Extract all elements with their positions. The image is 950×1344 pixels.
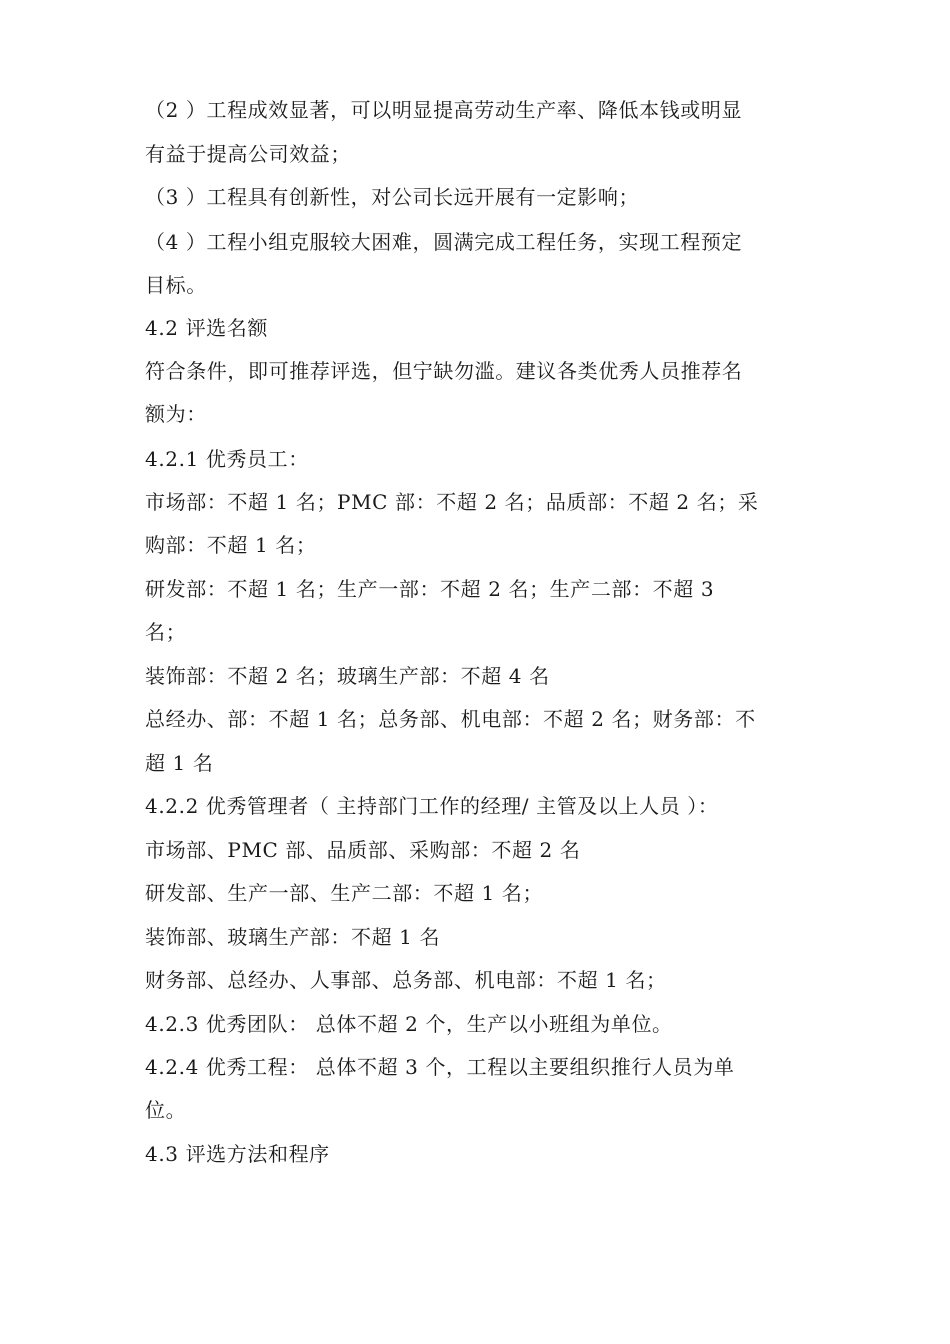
text-line-12: 研发部：不超 1 名；生产一部：不超 2 名；生产二部：不超 3	[145, 577, 715, 601]
section-heading-4-3: 4.3 评选方法和程序	[145, 1142, 330, 1166]
text-line-3: （3 ）工程具有创新性，对公司长远开展有一定影响；	[145, 185, 640, 209]
text-line-2: 有益于提高公司效益；	[145, 142, 351, 166]
text-line-4: （4 ）工程小组克服较大困难，圆满完成工程任务，实现工程预定	[145, 230, 743, 254]
text-line-24: 位。	[145, 1098, 187, 1122]
text-line-20: 装饰部、玻璃生产部：不超 1 名	[145, 925, 441, 949]
text-line-11: 购部：不超 1 名；	[145, 533, 317, 557]
text-line-15: 总经办、部：不超 1 名；总务部、机电部：不超 2 名；财务部：不	[145, 707, 756, 731]
text-line-18: 市场部、PMC 部、品质部、采购部：不超 2 名	[145, 838, 581, 862]
text-line-19: 研发部、生产一部、生产二部：不超 1 名；	[145, 881, 544, 905]
text-line-5: 目标。	[145, 273, 207, 297]
text-line-16: 超 1 名	[145, 751, 214, 775]
section-heading-4-2-4: 4.2.4 优秀工程： 总体不超 3 个，工程以主要组织推行人员为单	[145, 1055, 735, 1079]
section-heading-4-2-3: 4.2.3 优秀团队： 总体不超 2 个，生产以小班组为单位。	[145, 1012, 673, 1036]
text-line-10: 市场部：不超 1 名；PMC 部：不超 2 名；品质部：不超 2 名；采	[145, 490, 759, 514]
text-line-1: （2 ）工程成效显著，可以明显提高劳动生产率、降低本钱或明显	[145, 98, 743, 122]
text-line-13: 名；	[145, 620, 187, 644]
text-line-21: 财务部、总经办、人事部、总务部、机电部：不超 1 名；	[145, 968, 667, 992]
section-heading-4-2-2: 4.2.2 优秀管理者（ 主持部门工作的经理/ 主管及以上人员 ）：	[145, 794, 719, 818]
section-heading-4-2-1: 4.2.1 优秀员工：	[145, 447, 309, 471]
text-line-8: 额为：	[145, 402, 207, 426]
text-line-14: 装饰部：不超 2 名；玻璃生产部：不超 4 名	[145, 664, 550, 688]
text-line-7: 符合条件，即可推荐评选，但宁缺勿滥。建议各类优秀人员推荐名	[145, 359, 743, 383]
section-heading-4-2: 4.2 评选名额	[145, 316, 268, 340]
